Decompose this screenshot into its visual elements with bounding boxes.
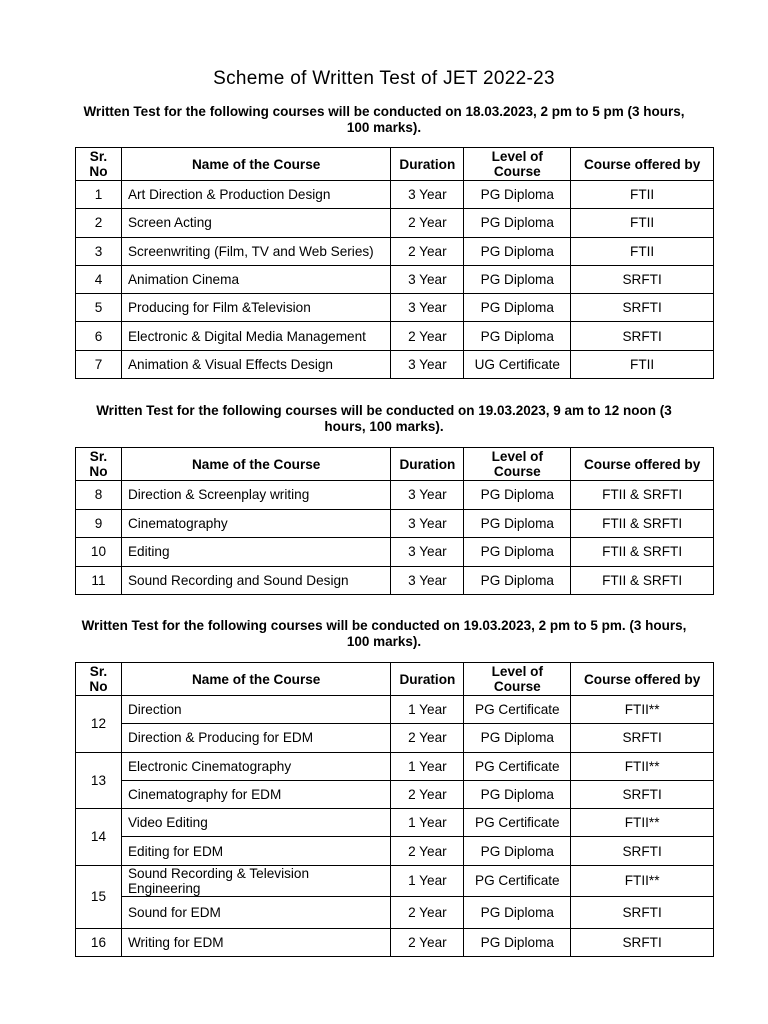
table-row <box>76 481 714 510</box>
duration-cell: 2 Year <box>391 209 464 237</box>
level-cell: PG Diploma <box>464 265 571 293</box>
table-row <box>76 350 714 378</box>
serial-number-cell: 10 <box>76 538 122 567</box>
duration-cell: 2 Year <box>391 724 464 752</box>
duration-cell: 1 Year <box>391 752 464 780</box>
duration-cell: 3 Year <box>391 538 464 567</box>
level-cell: PG Diploma <box>464 538 571 567</box>
table-row <box>76 237 714 265</box>
duration-cell: 1 Year <box>391 696 464 724</box>
course-name-cell: Editing for EDM <box>121 837 390 865</box>
offered-by-cell: FTII <box>571 237 714 265</box>
serial-number-cell: 9 <box>76 509 122 538</box>
duration-cell: 3 Year <box>391 509 464 538</box>
offered-by-cell: SRFTI <box>571 837 714 865</box>
course-table-3 <box>75 662 714 957</box>
column-header-name: Name of the Course <box>121 663 390 696</box>
offered-by-cell: FTII <box>571 350 714 378</box>
serial-number-cell: 15 <box>76 865 122 928</box>
level-cell: UG Certificate <box>464 350 571 378</box>
duration-cell: 3 Year <box>391 481 464 510</box>
level-cell: PG Diploma <box>464 322 571 350</box>
table-row <box>76 865 714 896</box>
duration-cell: 2 Year <box>391 837 464 865</box>
course-name-cell: Direction <box>121 696 390 724</box>
serial-number-cell: 4 <box>76 265 122 293</box>
section-heading-2: Written Test for the following courses will be conducted on 19.03.2023, 9 am to 12 noon (3 hours, 100 marks). <box>96 403 672 434</box>
offered-by-cell: SRFTI <box>571 780 714 808</box>
table-row <box>76 780 714 808</box>
level-cell: PG Diploma <box>464 837 571 865</box>
column-header-sr: Sr. No <box>76 148 122 181</box>
course-name-cell: Cinematography <box>121 509 390 538</box>
serial-number-cell: 3 <box>76 237 122 265</box>
offered-by-cell: FTII & SRFTI <box>571 566 714 595</box>
table-row <box>76 265 714 293</box>
course-name-cell: Sound Recording & Television Engineering <box>121 865 390 896</box>
duration-cell: 3 Year <box>391 566 464 595</box>
serial-number-cell: 13 <box>76 752 122 809</box>
duration-cell: 2 Year <box>391 896 464 928</box>
table-row <box>76 322 714 350</box>
offered-by-cell: FTII <box>571 209 714 237</box>
level-cell: PG Diploma <box>464 566 571 595</box>
serial-number-cell: 1 <box>76 181 122 209</box>
serial-number-cell: 2 <box>76 209 122 237</box>
column-header-offered: Course offered by <box>571 148 714 181</box>
column-header-level: Level of Course <box>464 148 571 181</box>
level-cell: PG Diploma <box>464 780 571 808</box>
level-cell: PG Diploma <box>464 928 571 956</box>
offered-by-cell: FTII** <box>571 865 714 896</box>
column-header-offered: Course offered by <box>571 663 714 696</box>
offered-by-cell: FTII & SRFTI <box>571 481 714 510</box>
course-name-cell: Video Editing <box>121 809 390 837</box>
offered-by-cell: SRFTI <box>571 294 714 322</box>
course-name-cell: Electronic Cinematography <box>121 752 390 780</box>
course-name-cell: Editing <box>121 538 390 567</box>
course-name-cell: Direction & Producing for EDM <box>121 724 390 752</box>
table-row <box>76 809 714 837</box>
offered-by-cell: SRFTI <box>571 322 714 350</box>
offered-by-cell: SRFTI <box>571 896 714 928</box>
course-name-cell: Art Direction & Production Design <box>121 181 390 209</box>
course-table-2 <box>75 447 714 595</box>
duration-cell: 1 Year <box>391 809 464 837</box>
level-cell: PG Certificate <box>464 865 571 896</box>
offered-by-cell: FTII <box>571 181 714 209</box>
column-header-name: Name of the Course <box>121 148 390 181</box>
offered-by-cell: FTII** <box>571 696 714 724</box>
offered-by-cell: FTII** <box>571 752 714 780</box>
table-row <box>76 294 714 322</box>
column-header-duration: Duration <box>391 448 464 481</box>
course-name-cell: Screenwriting (Film, TV and Web Series) <box>121 237 390 265</box>
duration-cell: 2 Year <box>391 780 464 808</box>
table-row <box>76 209 714 237</box>
table-row <box>76 752 714 780</box>
serial-number-cell: 11 <box>76 566 122 595</box>
section-heading-3: Written Test for the following courses will be conducted on 19.03.2023, 2 pm to 5 pm. (3 hours, 100 marks). <box>81 618 687 649</box>
level-cell: PG Certificate <box>464 696 571 724</box>
table-row <box>76 538 714 567</box>
level-cell: PG Diploma <box>464 724 571 752</box>
offered-by-cell: SRFTI <box>571 928 714 956</box>
course-name-cell: Writing for EDM <box>121 928 390 956</box>
duration-cell: 3 Year <box>391 265 464 293</box>
column-header-name: Name of the Course <box>121 448 390 481</box>
offered-by-cell: SRFTI <box>571 265 714 293</box>
table-row <box>76 724 714 752</box>
column-header-sr: Sr. No <box>76 663 122 696</box>
serial-number-cell: 14 <box>76 809 122 866</box>
column-header-duration: Duration <box>391 148 464 181</box>
column-header-duration: Duration <box>391 663 464 696</box>
course-name-cell: Cinematography for EDM <box>121 780 390 808</box>
table-row <box>76 896 714 928</box>
serial-number-cell: 12 <box>76 696 122 753</box>
course-name-cell: Screen Acting <box>121 209 390 237</box>
serial-number-cell: 5 <box>76 294 122 322</box>
duration-cell: 2 Year <box>391 237 464 265</box>
level-cell: PG Certificate <box>464 752 571 780</box>
course-name-cell: Animation & Visual Effects Design <box>121 350 390 378</box>
level-cell: PG Diploma <box>464 209 571 237</box>
level-cell: PG Certificate <box>464 809 571 837</box>
table-row <box>76 566 714 595</box>
duration-cell: 3 Year <box>391 181 464 209</box>
duration-cell: 2 Year <box>391 928 464 956</box>
table-row <box>76 181 714 209</box>
column-header-sr: Sr. No <box>76 448 122 481</box>
course-name-cell: Sound for EDM <box>121 896 390 928</box>
course-name-cell: Electronic & Digital Media Management <box>121 322 390 350</box>
duration-cell: 2 Year <box>391 322 464 350</box>
offered-by-cell: FTII** <box>571 809 714 837</box>
serial-number-cell: 6 <box>76 322 122 350</box>
table-row <box>76 509 714 538</box>
duration-cell: 1 Year <box>391 865 464 896</box>
course-name-cell: Direction & Screenplay writing <box>121 481 390 510</box>
level-cell: PG Diploma <box>464 181 571 209</box>
level-cell: PG Diploma <box>464 509 571 538</box>
course-name-cell: Sound Recording and Sound Design <box>121 566 390 595</box>
offered-by-cell: FTII & SRFTI <box>571 509 714 538</box>
offered-by-cell: SRFTI <box>571 724 714 752</box>
column-header-level: Level of Course <box>464 663 571 696</box>
serial-number-cell: 16 <box>76 928 122 956</box>
course-name-cell: Producing for Film &Television <box>121 294 390 322</box>
level-cell: PG Diploma <box>464 481 571 510</box>
offered-by-cell: FTII & SRFTI <box>571 538 714 567</box>
column-header-offered: Course offered by <box>571 448 714 481</box>
course-table-1 <box>75 147 714 379</box>
serial-number-cell: 7 <box>76 350 122 378</box>
level-cell: PG Diploma <box>464 896 571 928</box>
table-row <box>76 696 714 724</box>
course-name-cell: Animation Cinema <box>121 265 390 293</box>
column-header-level: Level of Course <box>464 448 571 481</box>
level-cell: PG Diploma <box>464 237 571 265</box>
page-title: Scheme of Written Test of JET 2022-23 <box>213 68 555 89</box>
section-heading-1: Written Test for the following courses will be conducted on 18.03.2023, 2 pm to 5 pm (3 hours, 100 marks). <box>83 104 685 135</box>
serial-number-cell: 8 <box>76 481 122 510</box>
duration-cell: 3 Year <box>391 350 464 378</box>
level-cell: PG Diploma <box>464 294 571 322</box>
table-row <box>76 928 714 956</box>
duration-cell: 3 Year <box>391 294 464 322</box>
table-row <box>76 837 714 865</box>
